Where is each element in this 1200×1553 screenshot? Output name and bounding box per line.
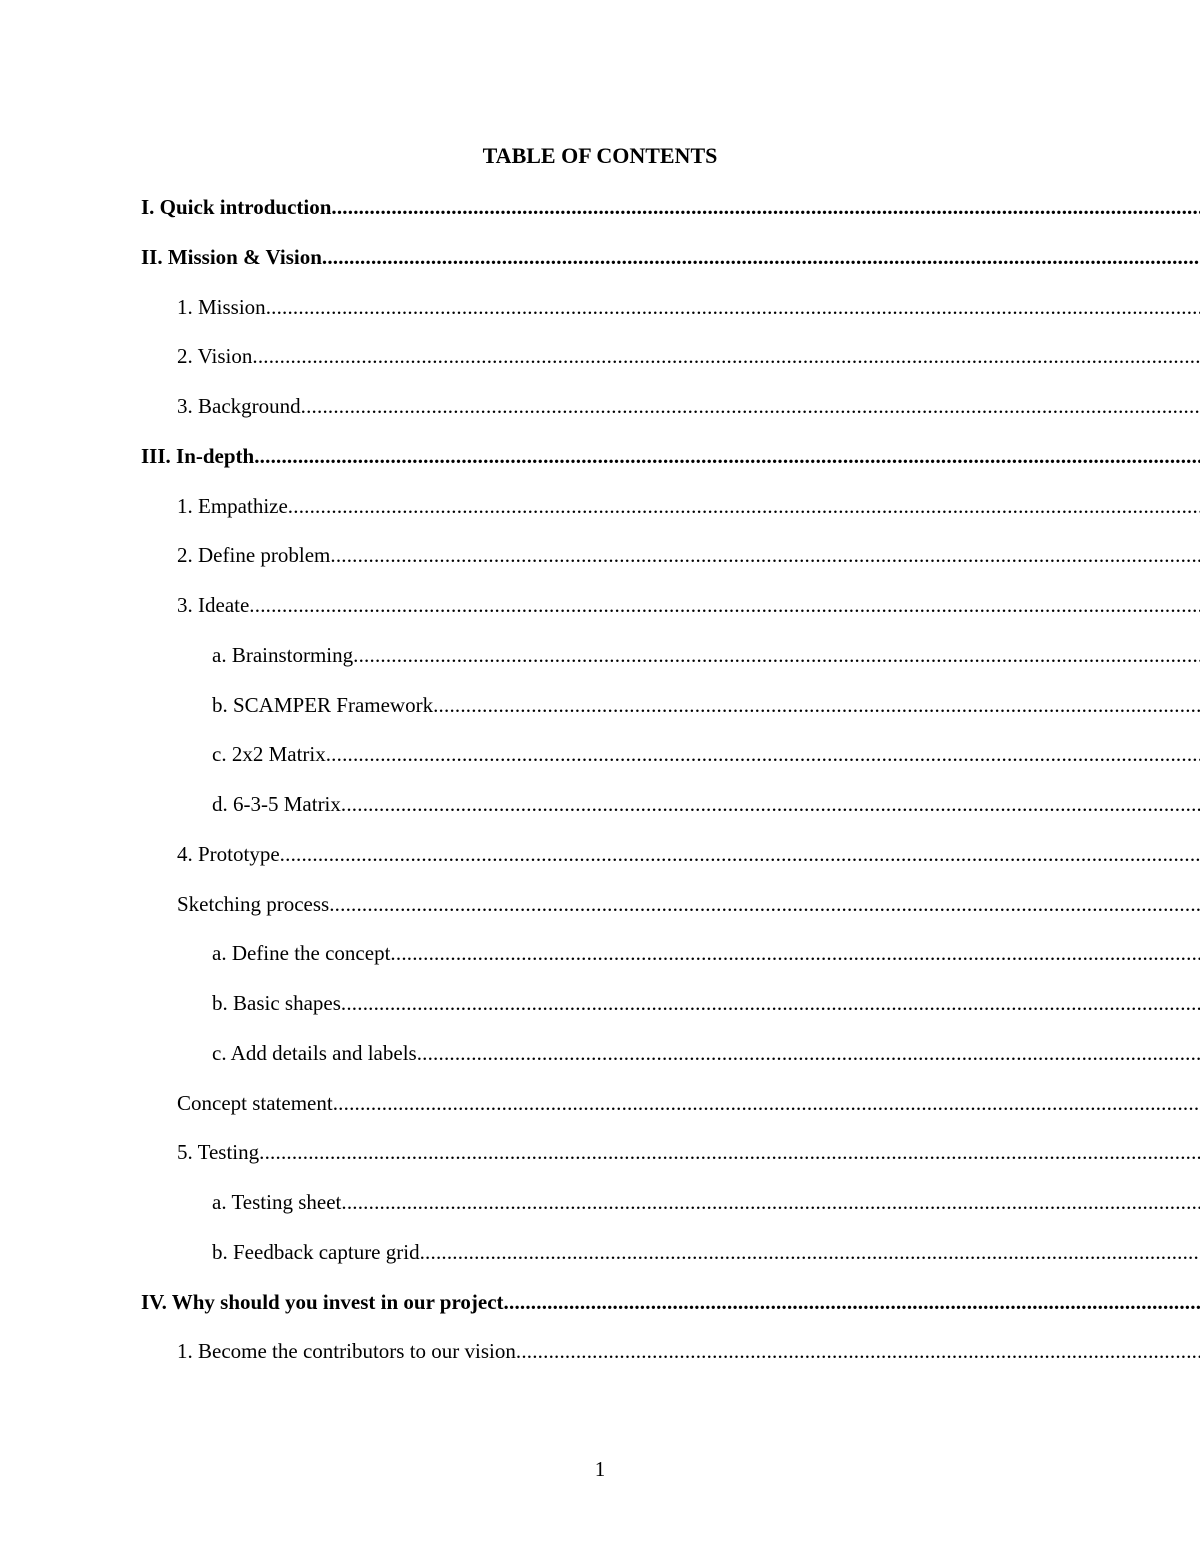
toc-entry-quick-introduction[interactable] <box>0 192 1200 242</box>
toc-dot-leader <box>280 839 1200 889</box>
toc-entry-background[interactable] <box>0 391 1200 441</box>
toc-entry-concept-statement[interactable] <box>0 1088 1200 1138</box>
toc-dot-leader <box>326 739 1200 789</box>
toc-entry-label: b. Basic shapes <box>212 991 341 1015</box>
toc-entry-add-details-and-labels[interactable] <box>0 1038 1200 1088</box>
toc-entry-label: 2. Define problem <box>177 543 331 568</box>
toc-entry-become-contributors[interactable] <box>0 1336 1200 1386</box>
toc-entry-label: III. In-depth <box>141 443 255 468</box>
toc-entry-label: IV. Why should you invest in our project <box>141 1289 504 1314</box>
toc-dot-leader <box>249 590 1200 640</box>
toc-entry-mission[interactable] <box>0 292 1200 342</box>
toc-dot-leader <box>516 1336 1200 1386</box>
toc-entry-label: I. Quick introduction <box>141 195 332 219</box>
toc-entry-ideate[interactable] <box>0 590 1200 640</box>
toc-entry-label: Concept statement <box>177 1090 333 1115</box>
toc-dot-leader <box>252 341 1200 391</box>
toc-entry-label: Sketching process <box>177 891 330 916</box>
page-title: TABLE OF CONTENTS <box>482 143 718 168</box>
toc-dot-leader <box>341 988 1200 1038</box>
toc-entry-why-invest[interactable] <box>0 1287 1200 1337</box>
toc-dot-leader <box>353 640 1200 690</box>
toc-entry-label: c. 2x2 Matrix <box>212 742 326 767</box>
toc-dot-leader <box>341 789 1200 839</box>
toc-entry-label: II. Mission & Vision <box>141 244 322 269</box>
toc-entry-sketching-process[interactable] <box>0 889 1200 939</box>
toc-entry-label: 1. Empathize <box>177 493 288 518</box>
toc-dot-leader <box>417 1038 1200 1088</box>
toc-list <box>0 192 1200 1386</box>
toc-dot-leader <box>329 889 1200 939</box>
toc-entry-label: b. SCAMPER Framework <box>212 692 434 717</box>
toc-entry-mission-vision[interactable] <box>0 242 1200 292</box>
toc-entry-label: a. Brainstorming <box>212 642 354 667</box>
toc-entry-2x2-matrix[interactable] <box>0 739 1200 789</box>
toc-entry-feedback-capture-grid[interactable] <box>0 1237 1200 1287</box>
toc-entry-label: 1. Mission <box>177 294 266 319</box>
toc-dot-leader <box>301 391 1200 441</box>
toc-entry-label: 3. Ideate <box>177 593 250 617</box>
toc-entry-label: 4. Prototype <box>177 841 280 866</box>
toc-entry-label: 2. Vision <box>177 344 253 369</box>
toc-dot-leader <box>333 1088 1200 1138</box>
toc-entry-testing-sheet[interactable] <box>0 1187 1200 1237</box>
toc-entry-label: a. Define the concept <box>212 941 391 966</box>
toc-entry-empathize[interactable] <box>0 491 1200 541</box>
toc-dot-leader <box>341 1187 1200 1237</box>
toc-entry-prototype[interactable] <box>0 839 1200 889</box>
toc-entry-6-3-5-matrix[interactable] <box>0 789 1200 839</box>
toc-dot-leader <box>390 938 1200 988</box>
toc-entry-label: 3. Background <box>177 394 301 418</box>
toc-entry-testing[interactable] <box>0 1137 1200 1187</box>
toc-dot-leader <box>330 540 1200 590</box>
toc-entry-basic-shapes[interactable] <box>0 988 1200 1038</box>
toc-dot-leader <box>266 292 1200 342</box>
toc-entry-label: 1. Become the contributors to our vision <box>177 1339 516 1364</box>
toc-entry-brainstorming[interactable] <box>0 640 1200 690</box>
toc-dot-leader <box>433 690 1200 740</box>
toc-entry-label: d. 6-3-5 Matrix <box>212 792 341 816</box>
toc-entry-scamper-framework[interactable] <box>0 690 1200 740</box>
toc-entry-in-depth[interactable] <box>0 441 1200 491</box>
toc-dot-leader <box>288 491 1200 541</box>
toc-dot-leader <box>420 1237 1200 1287</box>
page-number: 1 <box>594 1457 606 1481</box>
toc-entry-define-the-concept[interactable] <box>0 938 1200 988</box>
toc-entry-define-problem[interactable] <box>0 540 1200 590</box>
toc-dot-leader <box>331 192 1200 242</box>
toc-entry-vision[interactable] <box>0 341 1200 391</box>
toc-entry-label: a. Testing sheet <box>212 1190 342 1214</box>
toc-entry-label: b. Feedback capture grid <box>212 1239 420 1264</box>
toc-dot-leader <box>254 441 1200 491</box>
toc-dot-leader <box>259 1137 1200 1187</box>
toc-dot-leader <box>322 242 1200 292</box>
toc-entry-label: 5. Testing <box>177 1140 260 1165</box>
toc-entry-label: c. Add details and labels <box>212 1040 417 1065</box>
toc-dot-leader <box>504 1287 1200 1337</box>
